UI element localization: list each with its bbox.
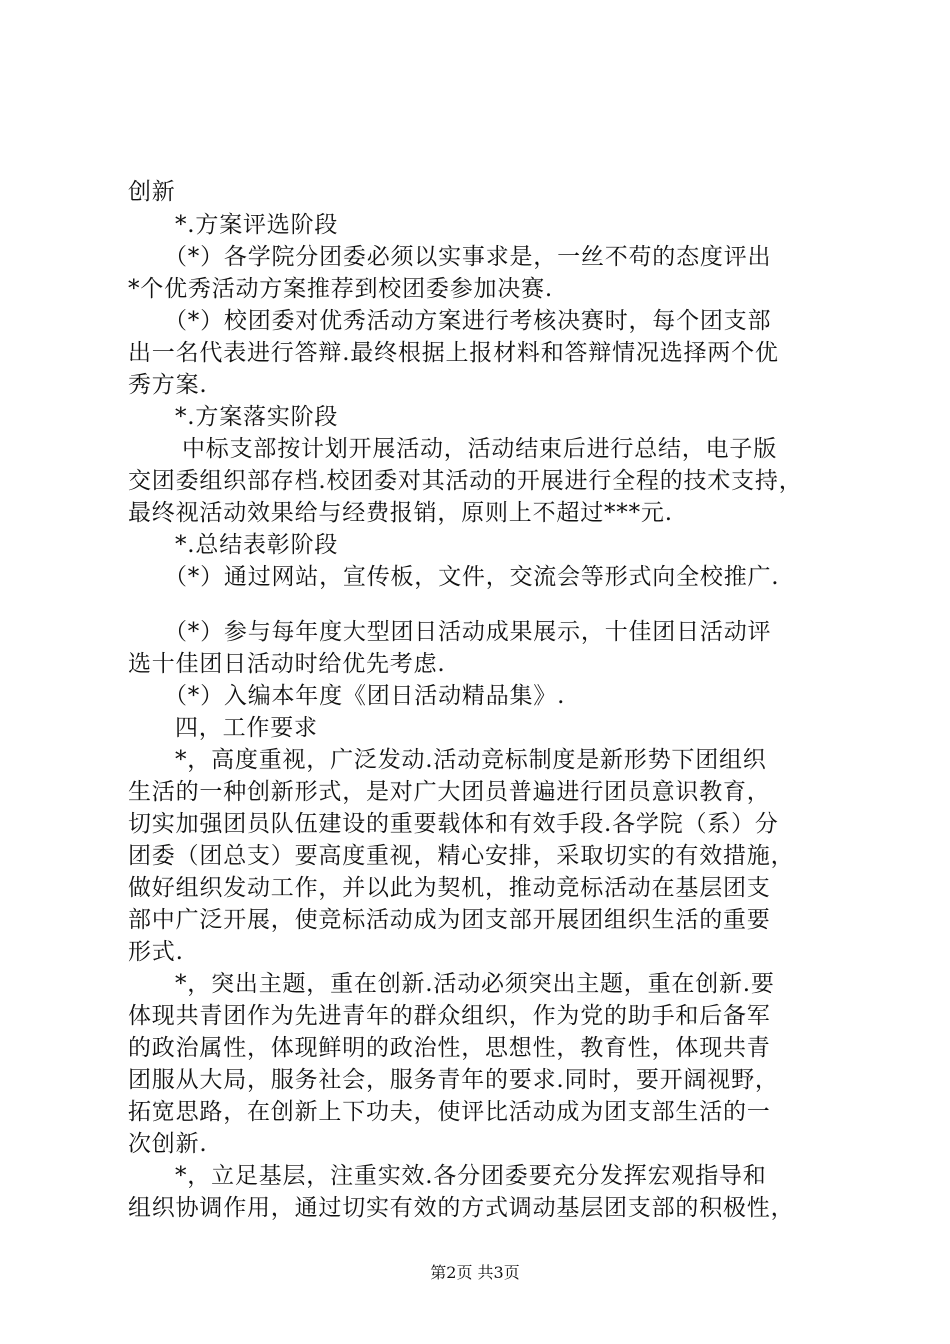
paragraph-line: （*）入编本年度《团日活动精品集》. [164, 683, 566, 709]
paragraph-line: 做好组织发动工作，并以此为契机，推动竞标活动在基层团支 [128, 875, 771, 901]
paragraph-line: （*）通过网站，宣传板，文件，交流会等形式向全校推广. [164, 564, 780, 590]
paragraph-line: （*）参与每年度大型团日活动成果展示，十佳团日活动评 [164, 619, 772, 645]
paragraph-line: 形式. [128, 939, 184, 965]
paragraph-line: 的政治属性，体现鲜明的政治性，思想性，教育性，体现共青 [128, 1035, 771, 1061]
paragraph-line: 最终视活动效果给与经费报销，原则上不超过***元. [128, 500, 673, 526]
section-heading: 四，工作要求 [175, 715, 318, 741]
section-heading: *.方案评选阶段 [175, 212, 339, 238]
paragraph-line: *个优秀活动方案推荐到校团委参加决赛. [128, 276, 554, 302]
paragraph-line: *，突出主题，重在创新.活动必须突出主题，重在创新.要 [175, 971, 775, 997]
paragraph-line: *，高度重视，广泛发动.活动竞标制度是新形势下团组织 [175, 747, 767, 773]
paragraph-line: 次创新. [128, 1131, 208, 1157]
paragraph-line: 中标支部按计划开展活动，活动结束后进行总结，电子版 [182, 436, 777, 462]
paragraph-line: 团服从大局，服务社会，服务青年的要求.同时，要开阔视野， [128, 1067, 779, 1093]
paragraph-line: 组织协调作用，通过切实有效的方式调动基层团支部的积极性， [128, 1195, 795, 1221]
page-number-footer: 第2页 共3页 [430, 1263, 520, 1282]
paragraph-line: 选十佳团日活动时给优先考虑. [128, 651, 446, 677]
paragraph-line: 切实加强团员队伍建设的重要载体和有效手段.各学院（系）分 [128, 811, 779, 837]
paragraph-line: 部中广泛开展，使竞标活动成为团支部开展团组织生活的重要 [128, 907, 771, 933]
paragraph-line: 拓宽思路，在创新上下功夫，使评比活动成为团支部生活的一 [128, 1099, 771, 1125]
paragraph-line: *，立足基层，注重实效.各分团委要充分发挥宏观指导和 [175, 1163, 767, 1189]
paragraph-line: 体现共青团作为先进青年的群众组织，作为党的助手和后备军 [128, 1003, 771, 1029]
paragraph-line: （*）各学院分团委必须以实事求是，一丝不苟的态度评出 [164, 244, 772, 270]
paragraph-line: 生活的一种创新形式，是对广大团员普遍进行团员意识教育， [128, 779, 771, 805]
paragraph-line: 创新 [128, 179, 176, 205]
section-heading: *.总结表彰阶段 [175, 532, 339, 558]
section-heading: *.方案落实阶段 [175, 404, 339, 430]
paragraph-line: 出一名代表进行答辩.最终根据上报材料和答辩情况选择两个优 [128, 340, 779, 366]
paragraph-line: 秀方案. [128, 372, 208, 398]
paragraph-line: （*）校团委对优秀活动方案进行考核决赛时，每个团支部 [164, 308, 772, 334]
paragraph-line: 交团委组织部存档.校团委对其活动的开展进行全程的技术支持， [128, 468, 803, 494]
paragraph-line: 团委（团总支）要高度重视，精心安排，采取切实的有效措施， [128, 843, 795, 869]
